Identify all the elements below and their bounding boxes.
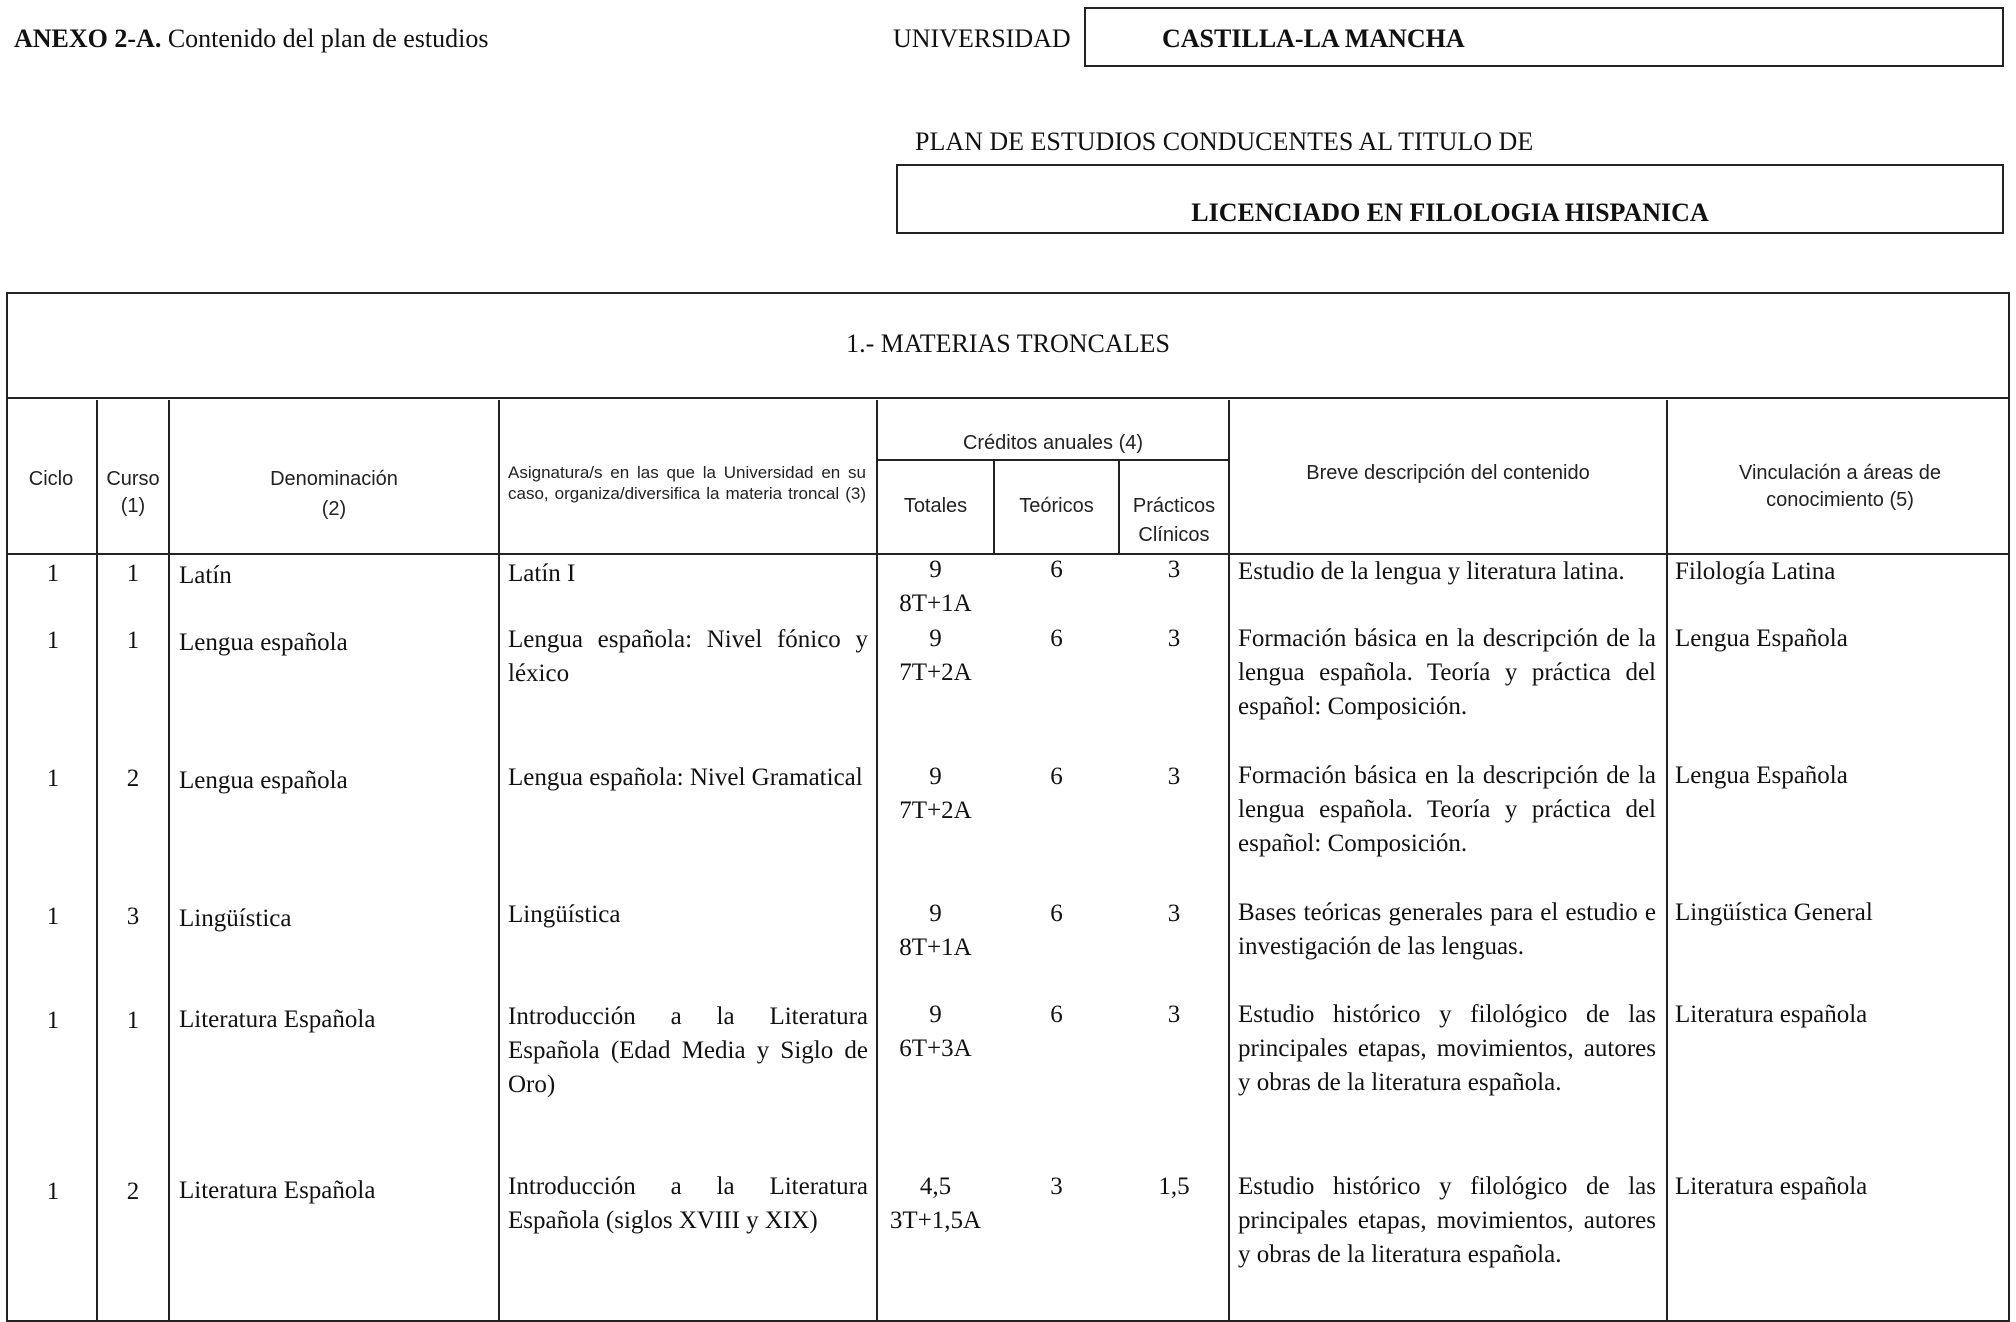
cell-totales-detail: 3T+1,5A	[889, 1207, 982, 1234]
cell-asignatura: Latín I	[508, 560, 576, 587]
cell-ciclo: 1	[46, 560, 60, 587]
cell-vinculacion: Lingüística General	[1675, 899, 1873, 926]
cell-totales-detail: 7T+2A	[899, 659, 972, 686]
header-creditos: Créditos anuales (4)	[962, 432, 1144, 454]
cell-denominacion: Lengua española	[179, 767, 348, 794]
header-vinculacion: Vinculación a áreas de conocimiento (5)	[1739, 462, 1941, 511]
header-clinicos: Clínicos	[1138, 524, 1210, 546]
degree-title: LICENCIADO EN FILOLOGIA HISPANICA	[1191, 198, 1709, 227]
cell-descripcion: Estudio histórico y filológico de las principales etapas, movimientos, autores y obras de la literatura española.	[1238, 1173, 1656, 1268]
cell-vinculacion: Literatura española	[1675, 1173, 1868, 1200]
cell-denominacion: Lengua española	[179, 629, 348, 656]
header-curso: Curso	[106, 468, 160, 490]
cell-totales-detail: 8T+1A	[899, 590, 972, 617]
header-curso-note: (1)	[120, 495, 146, 517]
cell-totales-detail: 7T+2A	[899, 797, 972, 824]
cell-vinculacion: Lengua Española	[1675, 762, 1848, 789]
cell-teoricos: 6	[1050, 625, 1063, 652]
cell-denominacion: Literatura Española	[179, 1177, 376, 1204]
cell-denominacion: Latín	[179, 562, 232, 589]
cell-curso: 1	[126, 560, 140, 587]
cell-curso: 3	[126, 903, 140, 930]
cell-totales: 9	[929, 625, 942, 652]
column-divider	[168, 400, 170, 1320]
column-divider	[498, 400, 500, 1320]
cell-vinculacion: Lengua Española	[1675, 625, 1848, 652]
cell-practicos: 3	[1167, 900, 1181, 927]
header-denominacion-note: (2)	[321, 498, 347, 520]
cell-asignatura: Introducción a la Literatura Española (Edad Media y Siglo de Oro)	[508, 1003, 868, 1098]
cell-practicos: 3	[1167, 763, 1181, 790]
cell-curso: 2	[126, 1178, 140, 1205]
university-label: UNIVERSIDAD	[893, 24, 1071, 53]
cell-totales: 4,5	[919, 1173, 952, 1200]
cell-teoricos: 6	[1050, 556, 1063, 583]
cell-totales: 9	[929, 1001, 942, 1028]
cell-practicos: 3	[1167, 556, 1181, 583]
header-teoricos: Teóricos	[1019, 495, 1094, 517]
cell-descripcion: Estudio histórico y filológico de las principales etapas, movimientos, autores y obras de la literatura española.	[1238, 1001, 1656, 1096]
header-descripcion: Breve descripción del contenido	[1306, 462, 1590, 484]
credits-divider	[876, 459, 1228, 461]
cell-vinculacion: Literatura española	[1675, 1001, 1868, 1028]
annex-label: ANEXO 2-A.	[14, 24, 162, 53]
cell-ciclo: 1	[46, 1178, 60, 1205]
cell-totales: 9	[929, 763, 942, 790]
plan-label: PLAN DE ESTUDIOS CONDUCENTES AL TITULO DE	[915, 127, 1534, 156]
cell-descripcion: Bases teóricas generales para el estudio e investigación de las lenguas.	[1238, 899, 1656, 960]
header-denominacion: Denominación	[270, 468, 398, 490]
cell-descripcion: Formación básica en la descripción de la lengua española. Teoría y práctica del español: Composición.	[1238, 762, 1656, 857]
header-totales: Totales	[903, 495, 968, 517]
section-divider	[6, 397, 2010, 399]
column-divider	[1666, 400, 1668, 1320]
cell-ciclo: 1	[46, 627, 60, 654]
cell-denominacion: Literatura Española	[179, 1006, 376, 1033]
cell-ciclo: 1	[46, 765, 60, 792]
cell-practicos: 3	[1167, 1001, 1181, 1028]
cell-teoricos: 3	[1050, 1173, 1063, 1200]
cell-totales-detail: 8T+1A	[899, 934, 972, 961]
cell-practicos: 1,5	[1158, 1173, 1190, 1200]
cell-curso: 1	[126, 1007, 140, 1034]
cell-totales: 9	[929, 900, 942, 927]
header-asignatura: Asignatura/s en las que la Universidad en su caso, organiza/diversifica la materia troncal (3)	[508, 463, 866, 503]
cell-denominacion: Lingüística	[179, 905, 292, 932]
cell-curso: 1	[126, 627, 140, 654]
header-ciclo: Ciclo	[28, 468, 74, 490]
cell-ciclo: 1	[46, 903, 60, 930]
annex-heading	[14, 24, 488, 54]
cell-asignatura: Introducción a la Literatura Española (siglos XVIII y XIX)	[508, 1173, 868, 1234]
column-divider	[1228, 400, 1230, 1320]
cell-ciclo: 1	[46, 1007, 60, 1034]
cell-vinculacion: Filología Latina	[1675, 558, 1836, 585]
cell-totales-detail: 6T+3A	[899, 1035, 972, 1062]
cell-descripcion: Formación básica en la descripción de la lengua española. Teoría y práctica del español: Composición.	[1238, 625, 1656, 720]
section-title: 1.- MATERIAS TRONCALES	[846, 329, 1170, 358]
cell-descripcion: Estudio de la lengua y literatura latina.	[1238, 558, 1625, 585]
cell-teoricos: 6	[1050, 1001, 1063, 1028]
cell-asignatura: Lengua española: Nivel fónico y léxico	[508, 626, 868, 687]
cell-teoricos: 6	[1050, 763, 1063, 790]
cell-curso: 2	[126, 765, 140, 792]
header-practicos: Prácticos	[1132, 495, 1216, 517]
cell-asignatura: Lingüística	[508, 901, 621, 928]
university-name: CASTILLA-LA MANCHA	[1162, 24, 1465, 53]
annex-description: Contenido del plan de estudios	[167, 24, 489, 53]
cell-totales: 9	[929, 556, 942, 583]
cell-practicos: 3	[1167, 625, 1181, 652]
cell-teoricos: 6	[1050, 900, 1063, 927]
cell-asignatura: Lengua española: Nivel Gramatical	[508, 764, 863, 791]
